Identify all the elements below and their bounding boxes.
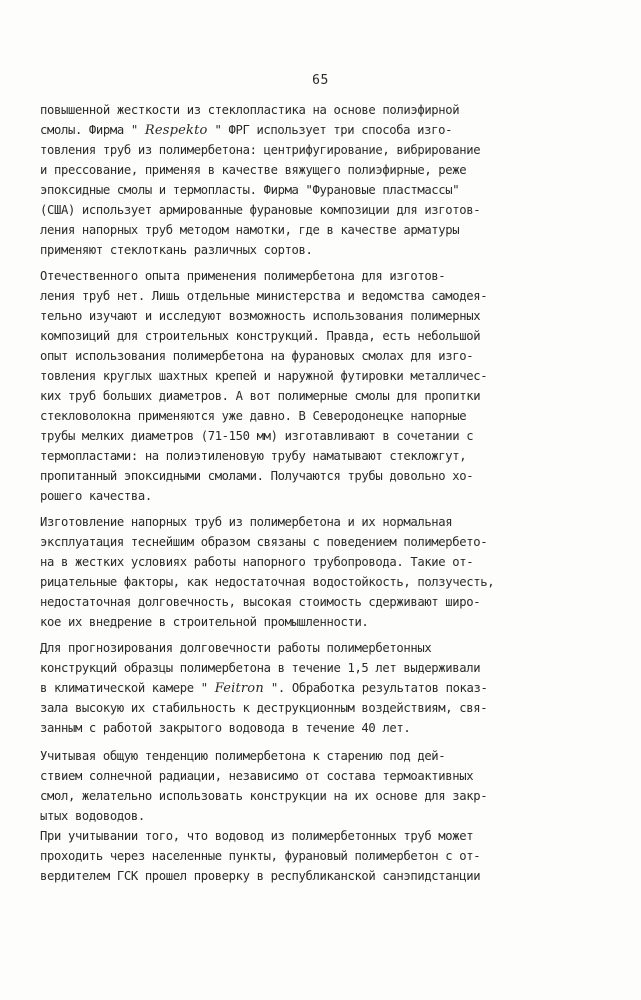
text-line: эксплуатация теснейшим образом связаны с поведением полимербето- <box>40 535 488 549</box>
text-line: повышенной жесткости из стеклопластика на основе полиэфирной <box>40 103 460 117</box>
text-line: вердителем ГСК прошел проверку в республиканской санэпидстанции <box>40 869 481 883</box>
text-line: стекловолокна применяются уже давно. В Северодонецке напорные <box>40 409 467 423</box>
body-text <box>40 100 606 886</box>
text-line: Отечественного опыта применения полимербетона для изготов- <box>40 269 446 283</box>
paragraph-2 <box>40 266 606 506</box>
text-line: товления труб из полимербетона: центрифугирование, вибрирование <box>40 143 481 157</box>
handwritten-insert: Feitron <box>214 681 264 696</box>
paragraph-6 <box>40 826 606 886</box>
paragraph-1 <box>40 100 606 260</box>
text-line: и прессование, применяя в качестве вяжущего полиэфирные, реже <box>40 163 467 177</box>
text-line: занным с работой закрытого водовода в течение 40 лет. <box>40 721 411 735</box>
text-line: в климатической камере " Feitron ". Обработка результатов показ- <box>40 681 488 696</box>
text-line: опыт использования полимербетона на фурановых смолах для изго- <box>40 349 474 363</box>
text-line: кое их внедрение в строительной промышленности. <box>40 615 369 629</box>
paragraph-5 <box>40 746 606 826</box>
text-line: проходить через населенные пункты, фурановый полимербетон с от- <box>40 849 481 863</box>
handwritten-insert: Respekto <box>144 123 208 138</box>
text-line: товления круглых шахтных крепей и наружной футировки металличес- <box>40 369 488 383</box>
text-line: смол, желательно использовать конструкции на их основе для закр- <box>40 789 488 803</box>
text-line: пропитанный эпоксидными смолами. Получаются трубы довольно хо- <box>40 469 474 483</box>
text-line: Учитывая общую тенденцию полимербетона к старению под дей- <box>40 749 446 763</box>
text-line: (США) использует армированные фурановые композиции для изготов- <box>40 203 481 217</box>
text-line: ытых водоводов. <box>40 809 145 823</box>
text-line: недостаточная долговечность, высокая стоимость сдерживают широ- <box>40 595 481 609</box>
text-line: ления напорных труб методом намотки, где в качестве арматуры <box>40 223 460 237</box>
text-line: смолы. Фирма " Respekto " ФРГ использует три способа изго- <box>40 123 453 138</box>
text-line: Для прогнозирования долговечности работы полимербетонных <box>40 641 432 655</box>
text-line: Изготовление напорных труб из полимербетона и их нормальная <box>40 515 453 529</box>
paragraph-4 <box>40 638 606 738</box>
paragraph-3 <box>40 512 606 632</box>
text-line: зала высокую их стабильность к деструкционным воздействиям, свя- <box>40 701 488 715</box>
text-line: При учитывании того, что водовод из полимербетонных труб может <box>40 829 474 843</box>
text-line: рицательные факторы, как недостаточная водостойкость, ползучесть, <box>40 575 495 589</box>
text-line: эпоксидные смолы и термопласты. Фирма "Фурановые пластмассы" <box>40 183 460 197</box>
text-line: композиций для строительных конструкций. Правда, есть небольшой <box>40 329 481 343</box>
text-line: термопластами: на полиэтиленовую трубу наматывают стекложгут, <box>40 449 467 463</box>
text-line: конструкций образцы полимербетона в течение 1,5 лет выдерживали <box>40 661 481 675</box>
page-number: 65 <box>312 73 329 88</box>
text-line: рошего качества. <box>40 489 152 503</box>
text-line: ствием солнечной радиации, независимо от состава термоактивных <box>40 769 474 783</box>
text-line: ления труб нет. Лишь отдельные министерства и ведомства самодея- <box>40 289 488 303</box>
text-line: трубы мелких диаметров (71-150 мм) изготавливают в сочетании с <box>40 429 474 443</box>
text-line: ких труб больших диаметров. А вот полимерные смолы для пропитки <box>40 389 481 403</box>
text-line: тельно изучают и исследуют возможность использования полимерных <box>40 309 481 323</box>
text-line: применяют стеклоткань различных сортов. <box>40 243 313 257</box>
text-line: на в жестких условиях работы напорного трубопровода. Такие от- <box>40 555 474 569</box>
